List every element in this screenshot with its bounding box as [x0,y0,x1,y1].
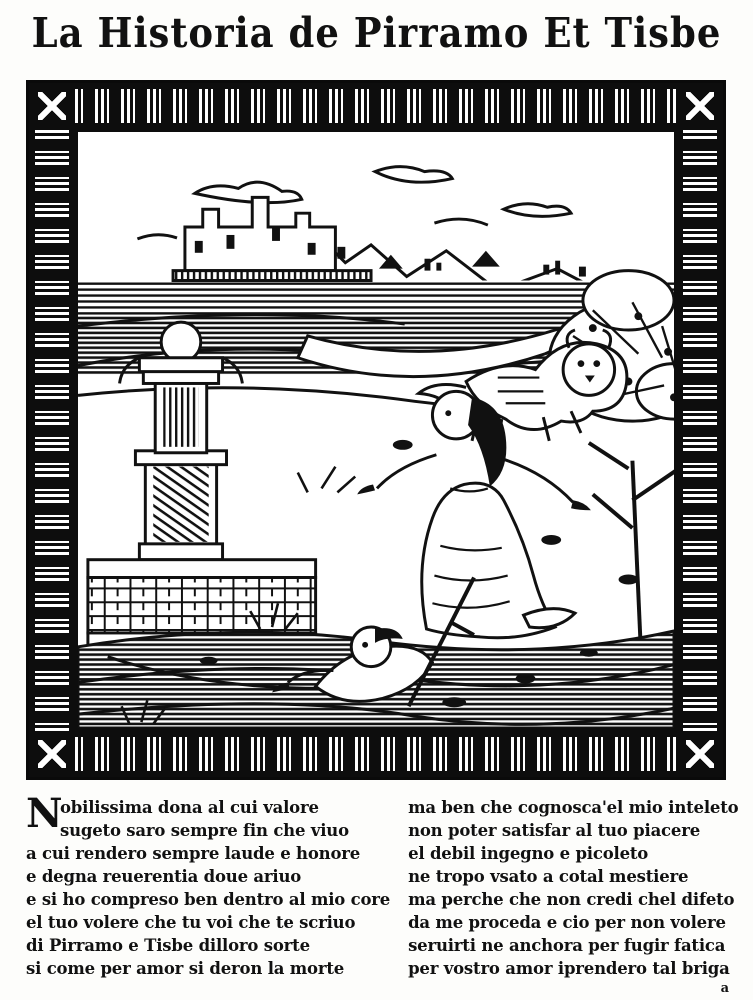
verse-line: obilissima dona al cui valore [60,798,319,817]
verse-column-right [408,796,738,986]
verse-line: e si ho compreso ben dentro al mio core [26,890,391,909]
border-band-bottom [29,731,723,777]
verse-line: di Pirramo e Tisbe dilloro sorte [26,936,310,955]
verse-line: el debil ingegno e picoleto [408,844,649,863]
verse-column-left [26,790,391,986]
verse-line: el tuo volere che tu voi che te scriuo [26,913,356,932]
verse-line: a cui rendero sempre laude e honore [26,844,361,863]
interlace-pattern-right [683,129,717,731]
verse-line: si come per amor si deron la morte [26,959,345,978]
border-band-left [29,83,75,777]
star-icon [29,83,75,129]
border-band-right [677,83,723,777]
star-icon [29,731,75,777]
verse-lines-left [26,790,391,980]
star-icon [677,83,723,129]
verse-line: sugeto saro sempre fin che viuo [60,821,349,840]
verse-line: non poter satisfar al tuo piacere [408,821,700,840]
star-icon [677,731,723,777]
folio-mark: a [720,981,729,996]
interlace-pattern-bottom [75,737,677,771]
verse-line: ma perche che non credi chel difeto [408,890,735,909]
scene-svg [78,132,674,728]
verse-line: ne tropo vsato a cotal mestiere [408,867,689,886]
drop-cap: N [26,790,63,837]
verse-lines-right [408,796,738,980]
border-band-top [29,83,723,129]
verse-block [26,790,739,986]
interlace-pattern-left [35,129,69,731]
verse-line: per vostro amor iprendero tal briga [408,959,730,978]
woodcut-illustration [26,80,726,780]
verse-line: ma ben che cognosca'el mio inteleto [408,798,739,817]
verse-line: seruirti ne anchora per fugir fatica [408,936,726,955]
interlace-pattern-top [75,89,677,123]
verse-line: e degna reuerentia doue ariuo [26,867,302,886]
woodcut-scene [75,129,677,731]
page-title: La Historia de Pirramo Et Tisbe [31,8,722,58]
verse-line: da me proceda e cio per non volere [408,913,726,932]
